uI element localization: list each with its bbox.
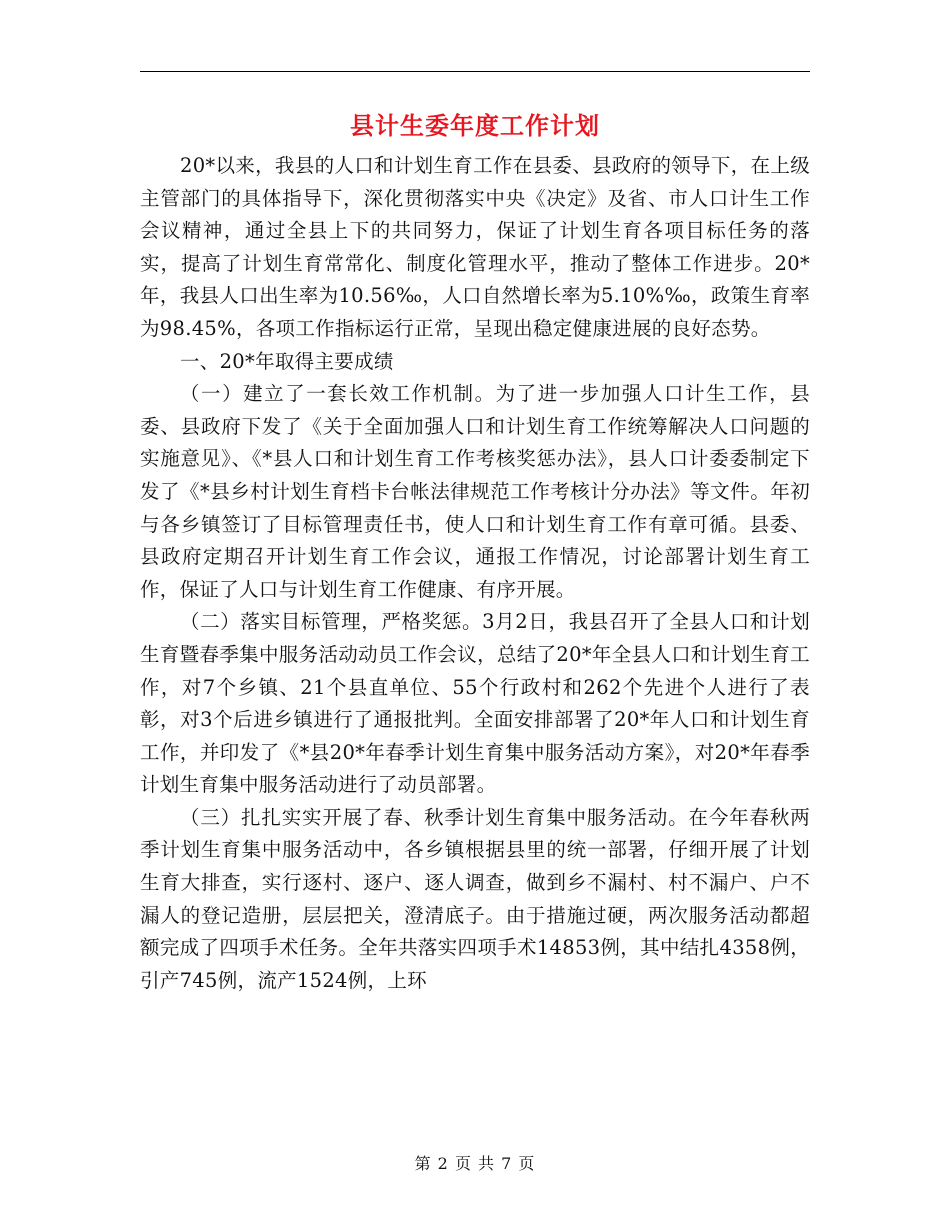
paragraph-intro: 20*以来，我县的人口和计划生育工作在县委、县政府的领导下，在上级主管部门的具体指导下，深化贯彻落实中央《决定》及省、市人口计生工作会议精神，通过全县上下的共同努力，保证了计划生育各项目标任务的落实，提高了计划生育常常化、制度化管理水平，推动了整体工作进步。20*年，我县人口出生率为10.56‰，人口自然增长率为5.10%‰，政策生育率为98.45%，各项工作指标运行正常，呈现出稳定健康进展的良好态势。 — [140, 154, 810, 340]
document-title: 县计生委年度工作计划 — [350, 111, 600, 140]
section-heading: 一、20*年取得主要成绩 — [180, 349, 394, 373]
header-rule — [140, 71, 810, 72]
page-footer: 第 2 页 共 7 页 — [414, 1154, 536, 1173]
paragraph-item-1: （一）建立了一套长效工作机制。为了进一步加强人口计生工作，县委、县政府下发了《关于全面加强人口和计划生育工作统筹解决人口问题的实施意见》、《*县人口和计划生育工作考核奖惩办法》，县人口计委委制定下发了《*县乡村计划生育档卡台帐法律规范工作考核计分办法》等文件。年初与各乡镇签订了目标管理责任书，使人口和计划生育工作有章可循。县委、县政府定期召开计划生育工作会议，通报工作情况，讨论部署计划生育工作，保证了人口与计划生育工作健康、有序开展。 — [140, 382, 810, 601]
paragraph-item-2: （二）落实目标管理，严格奖惩。3月2日，我县召开了全县人口和计划生育暨春季集中服务活动动员工作会议，总结了20*年全县人口和计划生育工作，对7个乡镇、21个县直单位、55个行政村和262个先进个人进行了表彰，对3个后进乡镇进行了通报批判。全面安排部署了20*年人口和计划生育工作，并印发了《*县20*年春季计划生育集中服务活动方案》，对20*年春季计划生育集中服务活动进行了动员部署。 — [140, 610, 810, 797]
document-body — [140, 150, 810, 997]
paragraph-item-3: （三）扎扎实实开展了春、秋季计划生育集中服务活动。在今年春秋两季计划生育集中服务活动中，各乡镇根据县里的统一部署，仔细开展了计划生育大排查，实行逐村、逐户、逐人调查，做到乡不漏村、村不漏户、户不漏人的登记造册，层层把关，澄清底子。由于措施过硬，两次服务活动都超额完成了四项手术任务。全年共落实四项手术14853例，其中结扎4358例，引产745例，流产1524例，上环 — [140, 805, 810, 992]
